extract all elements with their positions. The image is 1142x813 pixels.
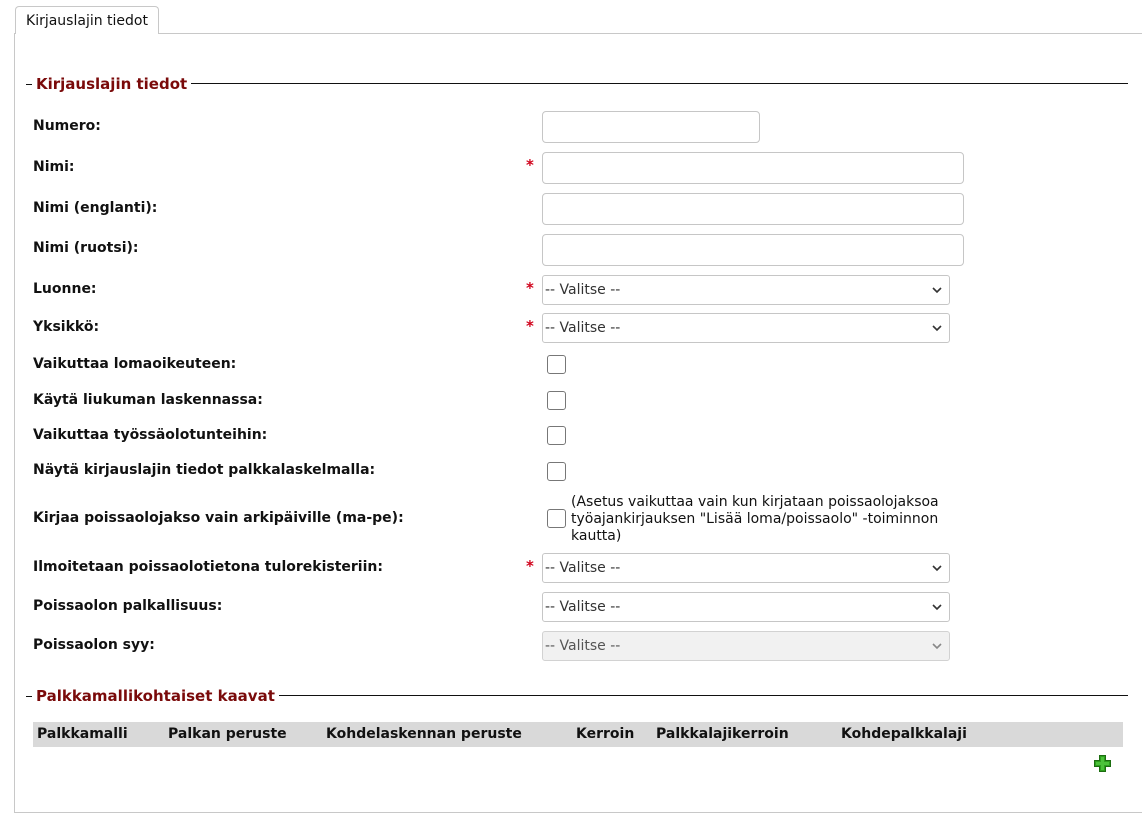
luonne-label: Luonne:	[33, 281, 97, 297]
luonne-select[interactable]	[542, 275, 950, 305]
lomaoikeus-label: Vaikuttaa lomaoikeuteen:	[33, 356, 237, 372]
column-header-palkan-peruste: Palkan peruste	[168, 726, 287, 742]
liukuma-checkbox[interactable]	[547, 391, 566, 410]
palkallisuus-label: Poissaolon palkallisuus:	[33, 598, 223, 614]
arkipaivat-label: Kirjaa poissaolojakso vain arkipäiville (ma-pe):	[33, 510, 404, 526]
required-marker: *	[526, 557, 534, 575]
tulorekisteri-selected-value: -- Valitse --	[545, 560, 621, 576]
numero-input[interactable]	[542, 111, 760, 143]
nimi-label: Nimi:	[33, 159, 75, 175]
column-header-kerroin: Kerroin	[576, 726, 635, 742]
required-marker: *	[526, 279, 534, 297]
numero-label: Numero:	[33, 118, 101, 134]
chevron-down-icon	[932, 563, 942, 573]
nimi-input[interactable]	[542, 152, 964, 184]
yksikko-label: Yksikkö:	[33, 319, 100, 335]
nimi-ruotsi-input[interactable]	[542, 234, 964, 266]
tyossaolo-label: Vaikuttaa työssäolotunteihin:	[33, 427, 268, 443]
tulorekisteri-select[interactable]	[542, 553, 950, 583]
luonne-selected-value: -- Valitse --	[545, 282, 621, 298]
palkkalaskelma-label: Näytä kirjauslajin tiedot palkkalaskelmalla:	[33, 462, 376, 478]
plus-icon[interactable]	[1093, 754, 1112, 773]
chevron-down-icon	[932, 323, 942, 333]
section-title-kirjauslajin-tiedot: Kirjauslajin tiedot	[26, 74, 187, 94]
syy-label: Poissaolon syy:	[33, 637, 155, 653]
tyossaolo-checkbox[interactable]	[547, 426, 566, 445]
nimi-ruotsi-label: Nimi (ruotsi):	[33, 240, 139, 256]
arkipaivat-note: (Asetus vaikuttaa vain kun kirjataan poissaolojaksoa työajankirjauksen "Lisää loma/poissaolo" -toiminnon kautta)	[571, 494, 939, 544]
tulorekisteri-label: Ilmoitetaan poissaolotietona tulorekisteriin:	[33, 559, 383, 575]
chevron-down-icon	[932, 602, 942, 612]
tab-kirjauslajin-tiedot[interactable]: Kirjauslajin tiedot	[15, 6, 159, 34]
nimi-englanti-input[interactable]	[542, 193, 964, 225]
yksikko-select[interactable]	[542, 313, 950, 343]
column-header-kohdepalkkalaji: Kohdepalkkalaji	[841, 726, 967, 742]
yksikko-selected-value: -- Valitse --	[545, 320, 621, 336]
syy-selected-value: -- Valitse --	[545, 638, 621, 654]
column-header-palkkalajikerroin: Palkkalajikerroin	[656, 726, 789, 742]
column-header-palkkamalli: Palkkamalli	[37, 726, 128, 742]
arkipaivat-checkbox[interactable]	[547, 509, 566, 528]
nimi-englanti-label: Nimi (englanti):	[33, 200, 158, 216]
liukuma-label: Käytä liukuman laskennassa:	[33, 392, 263, 408]
section-title-palkkamallikohtaiset-kaavat: Palkkamallikohtaiset kaavat	[26, 686, 275, 706]
chevron-down-icon	[932, 285, 942, 295]
palkallisuus-selected-value: -- Valitse --	[545, 599, 621, 615]
section-divider	[191, 83, 1128, 84]
palkallisuus-select[interactable]	[542, 592, 950, 622]
lomaoikeus-checkbox[interactable]	[547, 355, 566, 374]
section-divider	[279, 695, 1128, 696]
required-marker: *	[526, 156, 534, 174]
syy-select[interactable]	[542, 631, 950, 661]
palkkalaskelma-checkbox[interactable]	[547, 462, 566, 481]
chevron-down-icon	[932, 641, 942, 651]
column-header-kohdelaskennan-peruste: Kohdelaskennan peruste	[326, 726, 522, 742]
required-marker: *	[526, 317, 534, 335]
table-header-row	[33, 722, 1123, 747]
